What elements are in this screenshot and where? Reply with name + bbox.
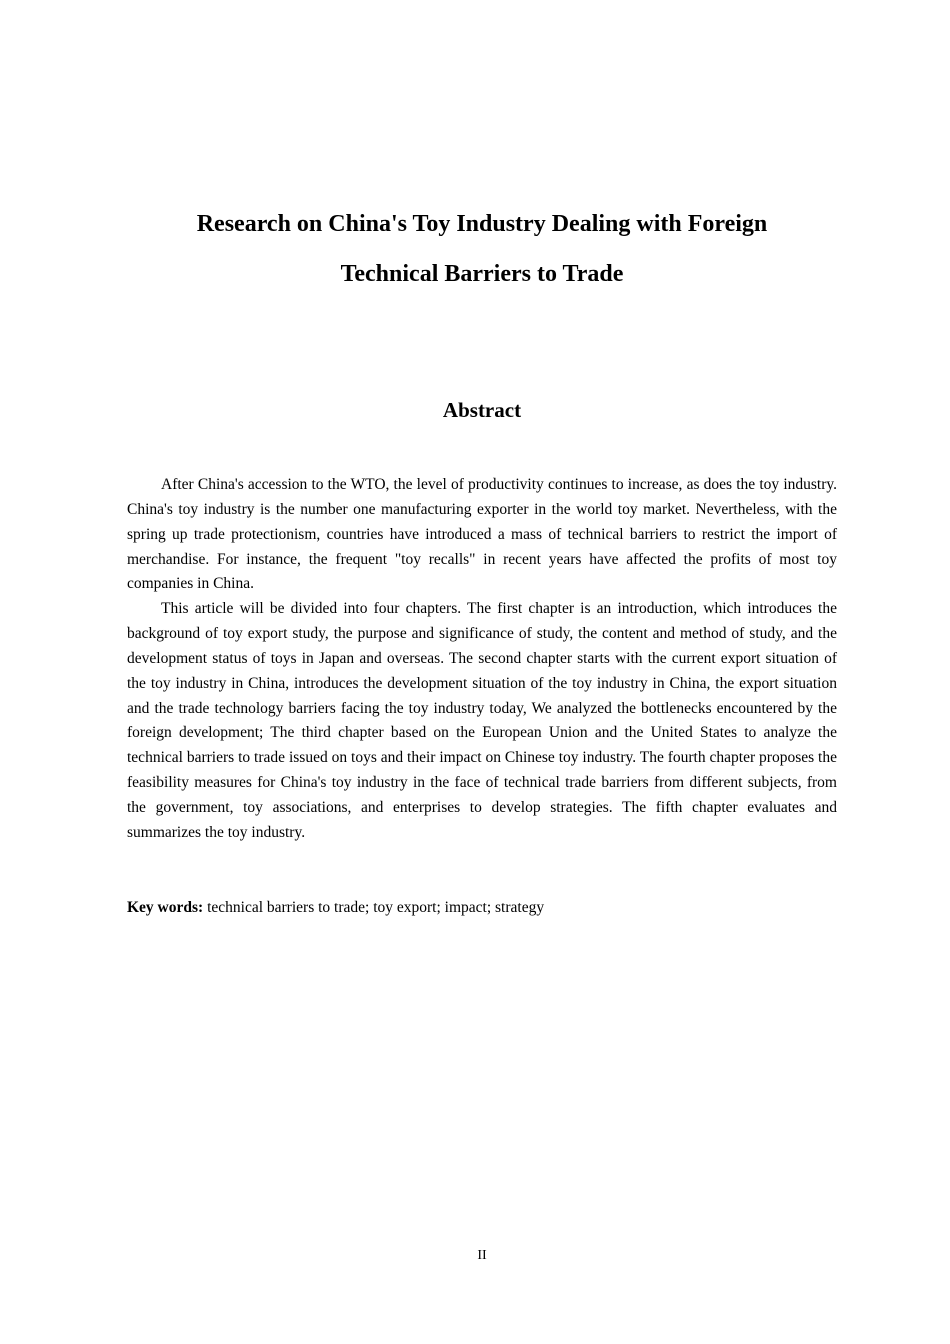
abstract-body	[127, 473, 837, 846]
abstract-paragraph-1: After China's accession to the WTO, the level of productivity continues to increase, as does the toy industry. China's toy industry is the number one manufacturing exporter in the world toy market. Nevertheless, with the spring up trade protectionism, countries have introduced a mass of technical barriers to restrict the import of merchandise. For instance, the frequent "toy recalls" in recent years have affected the profits of most toy companies in China.	[127, 476, 837, 593]
keywords-text: technical barriers to trade; toy export; impact; strategy	[203, 899, 545, 916]
keywords-line	[127, 896, 837, 921]
title-line-1: Research on China's Toy Industry Dealing with Foreign	[196, 211, 768, 237]
title-line-2: Technical Barriers to Trade	[340, 261, 624, 287]
abstract-heading: Abstract	[442, 398, 522, 422]
page-number: II	[477, 1248, 487, 1263]
keywords-label: Key words:	[127, 899, 204, 916]
abstract-paragraph-2: This article will be divided into four chapters. The first chapter is an introduction, which introduces the background of toy export study, the purpose and significance of study, the content and method of study, and the development status of toys in Japan and overseas. The second chapter starts with the current export situation of the toy industry in China, introduces the development situation of the toy industry in China, the export situation and the trade technology barriers facing the toy industry today, We analyzed the bottlenecks encountered by the foreign development; The third chapter based on the European Union and the United States to analyze the technical barriers to trade issued on toys and their impact on Chinese toy industry. The fourth chapter proposes the feasibility measures for China's toy industry in the face of technical trade barriers from different subjects, from the government, toy associations, and enterprises to develop strategies. The fifth chapter evaluates and summarizes the toy industry.	[127, 600, 837, 841]
